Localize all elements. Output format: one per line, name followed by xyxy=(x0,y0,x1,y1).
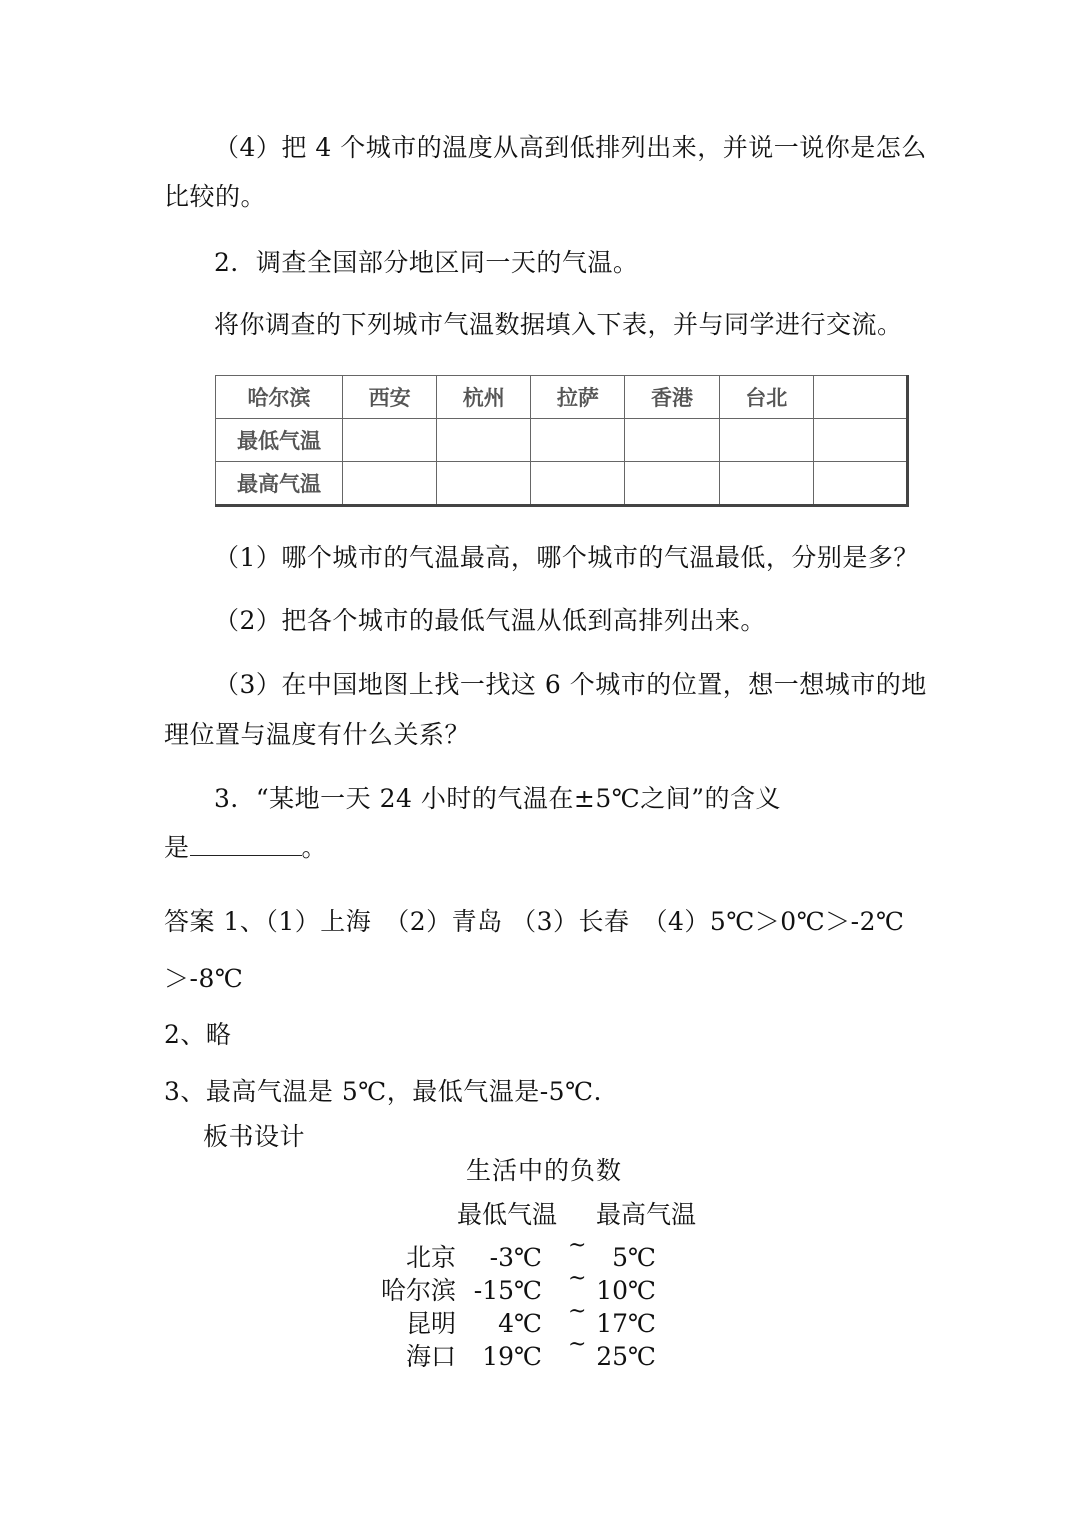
board-col-low: 最低气温 xyxy=(457,1200,558,1229)
table-cell xyxy=(625,419,719,462)
table-cell xyxy=(813,462,907,506)
board-city: 海口 xyxy=(405,1342,456,1371)
question-1-4-line1: （4）把 4 个城市的温度从高到低排列出来，并说一说你是怎么 xyxy=(214,133,927,162)
board-low: -15℃ xyxy=(473,1276,542,1305)
table-cell xyxy=(719,419,813,462)
table-cell xyxy=(343,419,437,462)
table-cell xyxy=(437,462,531,506)
question-3-line2 xyxy=(164,831,327,865)
board-title: 生活中的负数 xyxy=(466,1156,623,1185)
table-row xyxy=(216,419,908,462)
table-cell: 香港 xyxy=(625,376,719,419)
table-cell: 最低气温 xyxy=(216,419,343,462)
table-row xyxy=(216,462,908,506)
answer-blank xyxy=(190,831,302,856)
answer-line-1: 答案 1、（1）上海 （2）青岛 （3）长春 （4）5℃＞0℃＞-2℃ xyxy=(164,907,905,936)
board-city: 哈尔滨 xyxy=(380,1276,456,1305)
table-cell xyxy=(343,462,437,506)
board-section-label: 板书设计 xyxy=(203,1122,306,1151)
board-city: 昆明 xyxy=(405,1309,456,1338)
question-2-sub3-line2: 理位置与温度有什么关系？ xyxy=(164,720,471,749)
table-cell: 拉萨 xyxy=(531,376,625,419)
question-2-instruction: 将你调查的下列城市气温数据填入下表，并与同学进行交流。 xyxy=(214,310,903,339)
table-header-row xyxy=(216,376,908,419)
city-temperature-table xyxy=(215,375,909,507)
table-cell xyxy=(813,419,907,462)
board-low: 4℃ xyxy=(498,1309,542,1338)
board-low: -3℃ xyxy=(489,1243,542,1272)
board-high: 17℃ xyxy=(596,1309,656,1338)
table-cell: 台北 xyxy=(719,376,813,419)
table-cell: 最高气温 xyxy=(216,462,343,506)
board-separator: ~ xyxy=(568,1266,587,1291)
table-cell xyxy=(437,419,531,462)
table-cell xyxy=(719,462,813,506)
board-separator: ~ xyxy=(568,1332,587,1357)
board-high: 5℃ xyxy=(612,1243,656,1272)
question-3-suffix: 。 xyxy=(301,833,328,862)
table-cell: 哈尔滨 xyxy=(216,376,343,419)
answer-line-4: 3、最高气温是 5℃，最低气温是-5℃. xyxy=(164,1077,602,1106)
answer-line-3: 2、略 xyxy=(164,1020,232,1049)
question-2-sub3-line1: （3）在中国地图上找一找这 6 个城市的位置，想一想城市的地 xyxy=(214,670,927,699)
board-col-high: 最高气温 xyxy=(596,1200,697,1229)
board-city: 北京 xyxy=(405,1243,456,1272)
board-separator: ~ xyxy=(568,1233,587,1258)
table-cell xyxy=(531,462,625,506)
question-3-prefix: 是 xyxy=(164,833,190,862)
table-cell: 西安 xyxy=(343,376,437,419)
table-cell xyxy=(813,376,907,419)
question-2-title: 2．调查全国部分地区同一天的气温。 xyxy=(214,248,639,277)
table-cell: 杭州 xyxy=(437,376,531,419)
board-high: 10℃ xyxy=(596,1276,656,1305)
answer-line-2: ＞-8℃ xyxy=(164,964,244,993)
table-cell xyxy=(531,419,625,462)
board-separator: ~ xyxy=(568,1299,587,1324)
board-low: 19℃ xyxy=(482,1342,542,1371)
question-2-sub2: （2）把各个城市的最低气温从低到高排列出来。 xyxy=(214,606,766,635)
question-2-sub1: （1）哪个城市的气温最高，哪个城市的气温最低，分别是多？ xyxy=(214,543,919,572)
question-1-4-line2: 比较的。 xyxy=(164,182,267,211)
question-3-line1: 3．“某地一天 24 小时的气温在±5℃之间”的含义 xyxy=(214,784,781,813)
board-high: 25℃ xyxy=(596,1342,656,1371)
table-cell xyxy=(625,462,719,506)
